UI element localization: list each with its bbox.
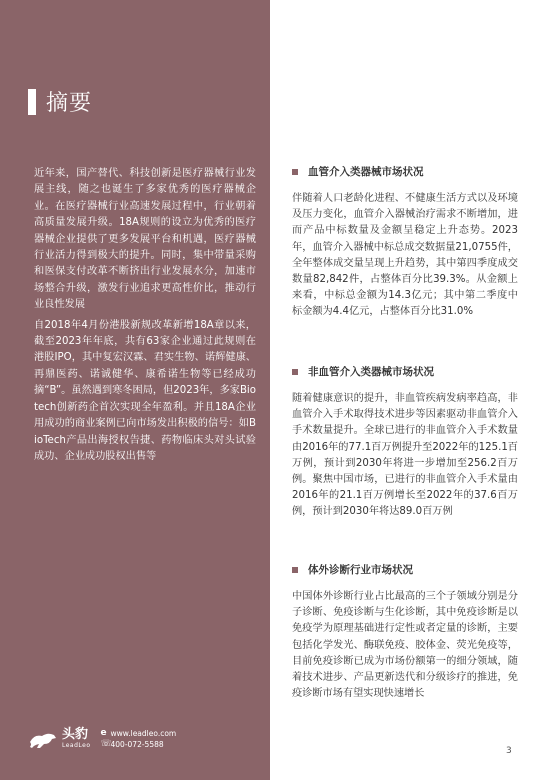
logo-text xyxy=(62,728,91,750)
section-heading-text: 非血管介入类器械市场状况 xyxy=(308,366,434,378)
section-vascular xyxy=(292,164,518,321)
section-heading-text: 体外诊断行业市场状况 xyxy=(308,564,413,576)
bullet-square-icon xyxy=(292,567,298,573)
phone-row xyxy=(101,739,177,750)
summary-text xyxy=(34,166,256,469)
bullet-square-icon xyxy=(292,169,298,175)
summary-paragraph-1: 近年来，国产替代、科技创新是医疗器械行业发展主线，随之也诞生了多家优秀的医疗器械企业。在医疗器械行业高速发展过程中，行业朝着高质量发展升级。18A规则的设立为优秀的医疗器械企业提供了更多发展平台和机遇，医疗器械行业活力得到极大的提升。同时，集中带量采购和医保支付改革不断挤出行业发展水分，加速市场整合升级，激发行业追求更高性价比，推动行业良性发展 xyxy=(34,168,256,311)
footer-brand xyxy=(28,728,176,750)
title-accent-bar xyxy=(28,89,36,115)
section-body: 随着健康意识的提升，非血管疾病发病率趋高，非血管介入手术取得技术进步等因素驱动非血管介入手术数量提升。全球已进行的非血管介入手术数量由2016年的77.1百万例提升至2022年的125.1百万例，预计到2030年将进一步增加至256.2百万例。聚焦中国市场，已进行的非血管介入手术量由2016年的21.1百万例增长至2022年的37.6百万例，预计到2030年将达89.0百万例 xyxy=(292,393,518,518)
section-body: 伴随着人口老龄化进程、不健康生活方式以及环境及压力变化，血管介入器械治疗需求不断增加，进而产品中标数量及金额呈稳定上升态势。2023年，血管介入器械中标总成交数据量21,0755件，全年整体成交量呈现上升趋势，其中第四季度成交数量82,842件，占整体百分比39.3%。从金额上来看，中标总金额为14.3亿元；其中第二季度中标金额为4.4亿元，占整体百分比31.0% xyxy=(292,193,518,318)
title-block xyxy=(28,86,92,117)
section-heading xyxy=(292,562,518,577)
section-heading xyxy=(292,364,518,379)
section-body: 中国体外诊断行业占比最高的三个子领域分别是分子诊断、免疫诊断与生化诊断，其中免疫诊断是以免疫学为原理基础进行定性或者定量的诊断，主要包括化学发光、酶联免疫、胶体金、荧光免疫等，目前免疫诊断已成为市场份额第一的细分领域，随着技术进步、产品更新迭代和分级诊疗的推进，免疫诊断市场有望实现快速增长 xyxy=(292,591,518,700)
page-title: 摘要 xyxy=(46,91,93,116)
website-link[interactable]: www.leadleo.com xyxy=(110,729,177,738)
section-nonvascular xyxy=(292,364,518,521)
section-ivd xyxy=(292,562,518,702)
page-number: 3 xyxy=(506,746,512,756)
section-heading xyxy=(292,164,518,179)
phone-number: 400-072-5588 xyxy=(110,740,164,749)
contact-info xyxy=(101,728,177,750)
logo-chinese: 头豹 xyxy=(62,727,89,742)
web-icon: e xyxy=(100,728,107,738)
phone-icon: ☏ xyxy=(100,739,112,749)
leopard-logo-icon xyxy=(28,728,58,750)
section-heading-text: 血管介入类器械市场状况 xyxy=(308,166,424,178)
summary-paragraph-2: 自2018年4月份港股新规改革新增18A章以来，截至2023年年底，共有63家企业通过此规则在港股IPO，其中复宏汉霖、君实生物、诺辉健康、再鼎医药、诺诚健华、康希诺生物等已经成功摘“B”。虽然遇到寒冬困局，但2023年，多家Biotech创新药企首次实现全年盈利。并且18A企业用成功的商业案例已向市场发出积极的信号：如BioTech产品出海授权告捷、药物临床头对头试验成功、企业成功股权出售等 xyxy=(34,319,256,462)
bullet-square-icon xyxy=(292,369,298,375)
logo-english: LeadLeo xyxy=(62,742,91,749)
website-row xyxy=(101,728,177,739)
